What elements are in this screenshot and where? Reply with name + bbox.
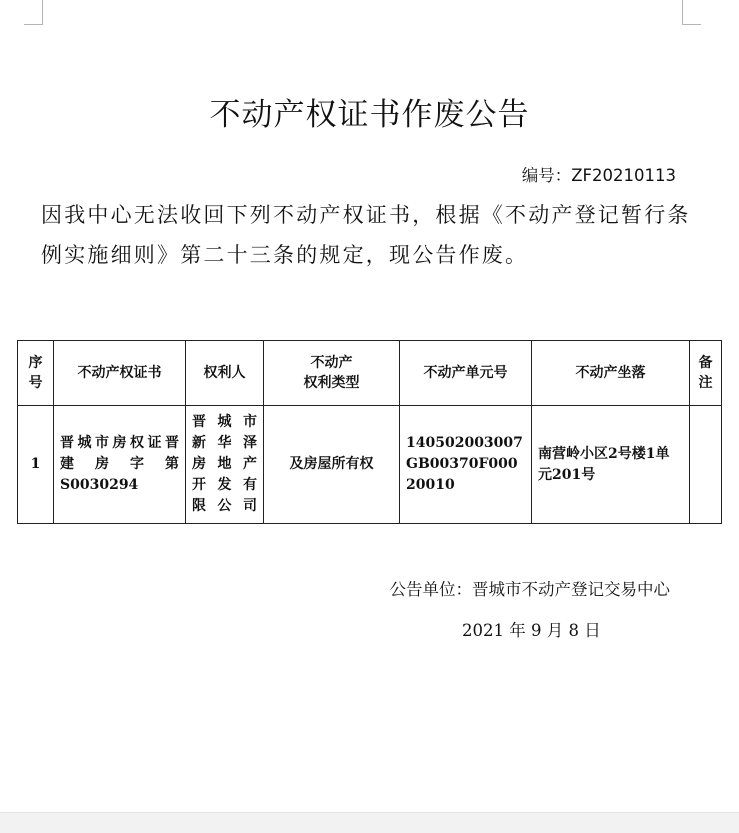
announcement-body: 因我中心无法收回下列不动产权证书，根据《不动产登记暂行条例实施细则》第二十三条的规定，现公告作废。 <box>41 203 691 267</box>
header-remarks-label: 备注 <box>698 355 713 391</box>
header-certificate: 不动产权证书 <box>54 341 186 406</box>
header-right-type-line1: 不动产 <box>310 355 353 371</box>
cell-certificate-line2: 建房字第 <box>60 456 179 472</box>
cell-owner-line4: 开发有 <box>192 477 257 493</box>
serial-number: 编号：ZF20210113 <box>521 166 676 185</box>
cell-certificate-line3: S0030294 <box>60 477 139 493</box>
header-owner: 权利人 <box>186 341 264 406</box>
void-certificate-table <box>17 340 722 524</box>
cell-owner-line1: 晋城市 <box>192 414 257 430</box>
cell-owner-line2: 新华泽 <box>192 435 257 451</box>
cell-owner-line5: 限公司 <box>192 498 257 514</box>
issue-date: 2021 年 9 月 8 日 <box>462 621 601 640</box>
cell-certificate-line1: 晋城市房权证晋 <box>60 435 179 451</box>
cell-remarks <box>690 406 722 524</box>
cell-location: 南营岭小区2号楼1单元201号 <box>532 406 690 524</box>
cell-certificate <box>54 406 186 524</box>
crop-mark-top-right <box>682 0 701 25</box>
issuer-line: 公告单位：晋城市不动产登记交易中心 <box>389 580 670 599</box>
table-row <box>18 406 722 524</box>
header-right-type-line2: 权利类型 <box>303 375 360 391</box>
crop-mark-top-left <box>24 0 43 25</box>
header-location: 不动产坐落 <box>532 341 690 406</box>
page-bottom-edge <box>0 812 739 833</box>
header-seq <box>18 341 54 406</box>
header-right-type <box>264 341 400 406</box>
cell-owner-line3: 房地产 <box>192 456 257 472</box>
header-remarks <box>690 341 722 406</box>
document-title: 不动产权证书作废公告 <box>209 96 530 133</box>
cell-right-type: 及房屋所有权 <box>264 406 400 524</box>
cell-seq: 1 <box>18 406 54 524</box>
header-seq-label: 序号 <box>28 355 43 391</box>
header-unit-no: 不动产单元号 <box>400 341 532 406</box>
cell-owner <box>186 406 264 524</box>
cell-unit-no: 140502003007GB00370F00020010 <box>400 406 532 524</box>
table-header-row <box>18 341 722 406</box>
